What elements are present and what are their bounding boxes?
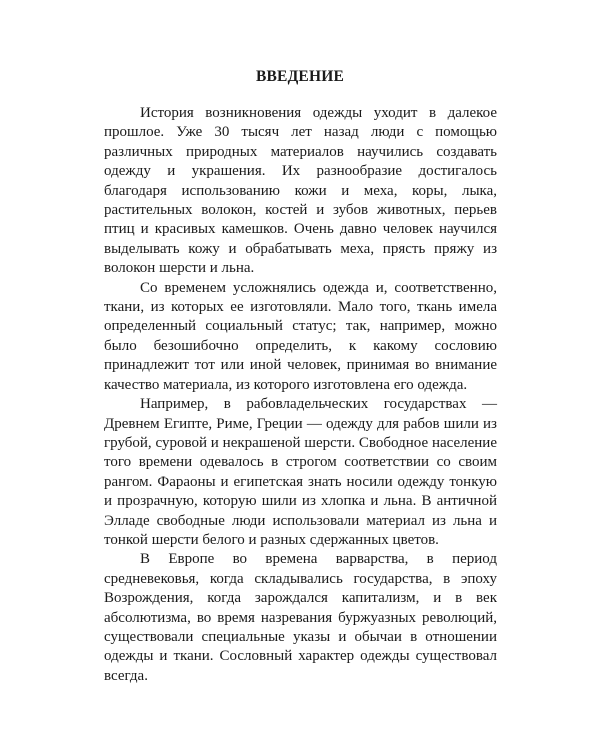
paragraph-3: Например, в рабовладельческих государствах — Древнем Египте, Риме, Греции — одежду для рабов шили из грубой, суровой и некрашеной шерсти. Свободное население того времени одевалось в строгом соответствии со своим рангом. Фараоны и египетская знать носили одежду тонкую и прозрачную, которую шили из хлопка и льна. В античной Элладе свободные люди использовали материал из льна и тонкой шерсти белого и разных сдержанных цветов. [104, 396, 497, 548]
paragraph-1: История возникновения одежды уходит в далекое прошлое. Уже 30 тысяч лет назад люди с помощью различных природных материалов научились создавать одежду и украшения. Их разнообразие достигалось благодаря использованию кожи и меха, коры, лыка, растительных волокон, костей и зубов животных, перьев птиц и красивых камешков. Очень давно человек научился выделывать кожу и обрабатывать меха, прясть пряжу из волокон шерсти и льна. [104, 105, 497, 277]
page-title: ВВЕДЕНИЕ [255, 68, 345, 85]
paragraph-2: Со временем усложнялись одежда и, соответственно, ткани, из которых ее изготовляли. Мало того, ткань имела определенный социальный статус; так, например, можно было безошибочно определить, к какому сословию принадлежит тот или иной человек, принимая во внимание качество материала, из которого изготовлена его одежда. [104, 279, 497, 393]
paragraph-4: В Европе во времена варварства, в период средневековья, когда складывались государства, в эпоху Возрождения, когда зарождался капитализм, и в век абсолютизма, во время назревания буржуазных революций, существовали специальные указы и обычаи в отношении одежды и ткани. Сословный характер одежды существовал всегда. [104, 551, 497, 684]
body-text [104, 104, 497, 686]
